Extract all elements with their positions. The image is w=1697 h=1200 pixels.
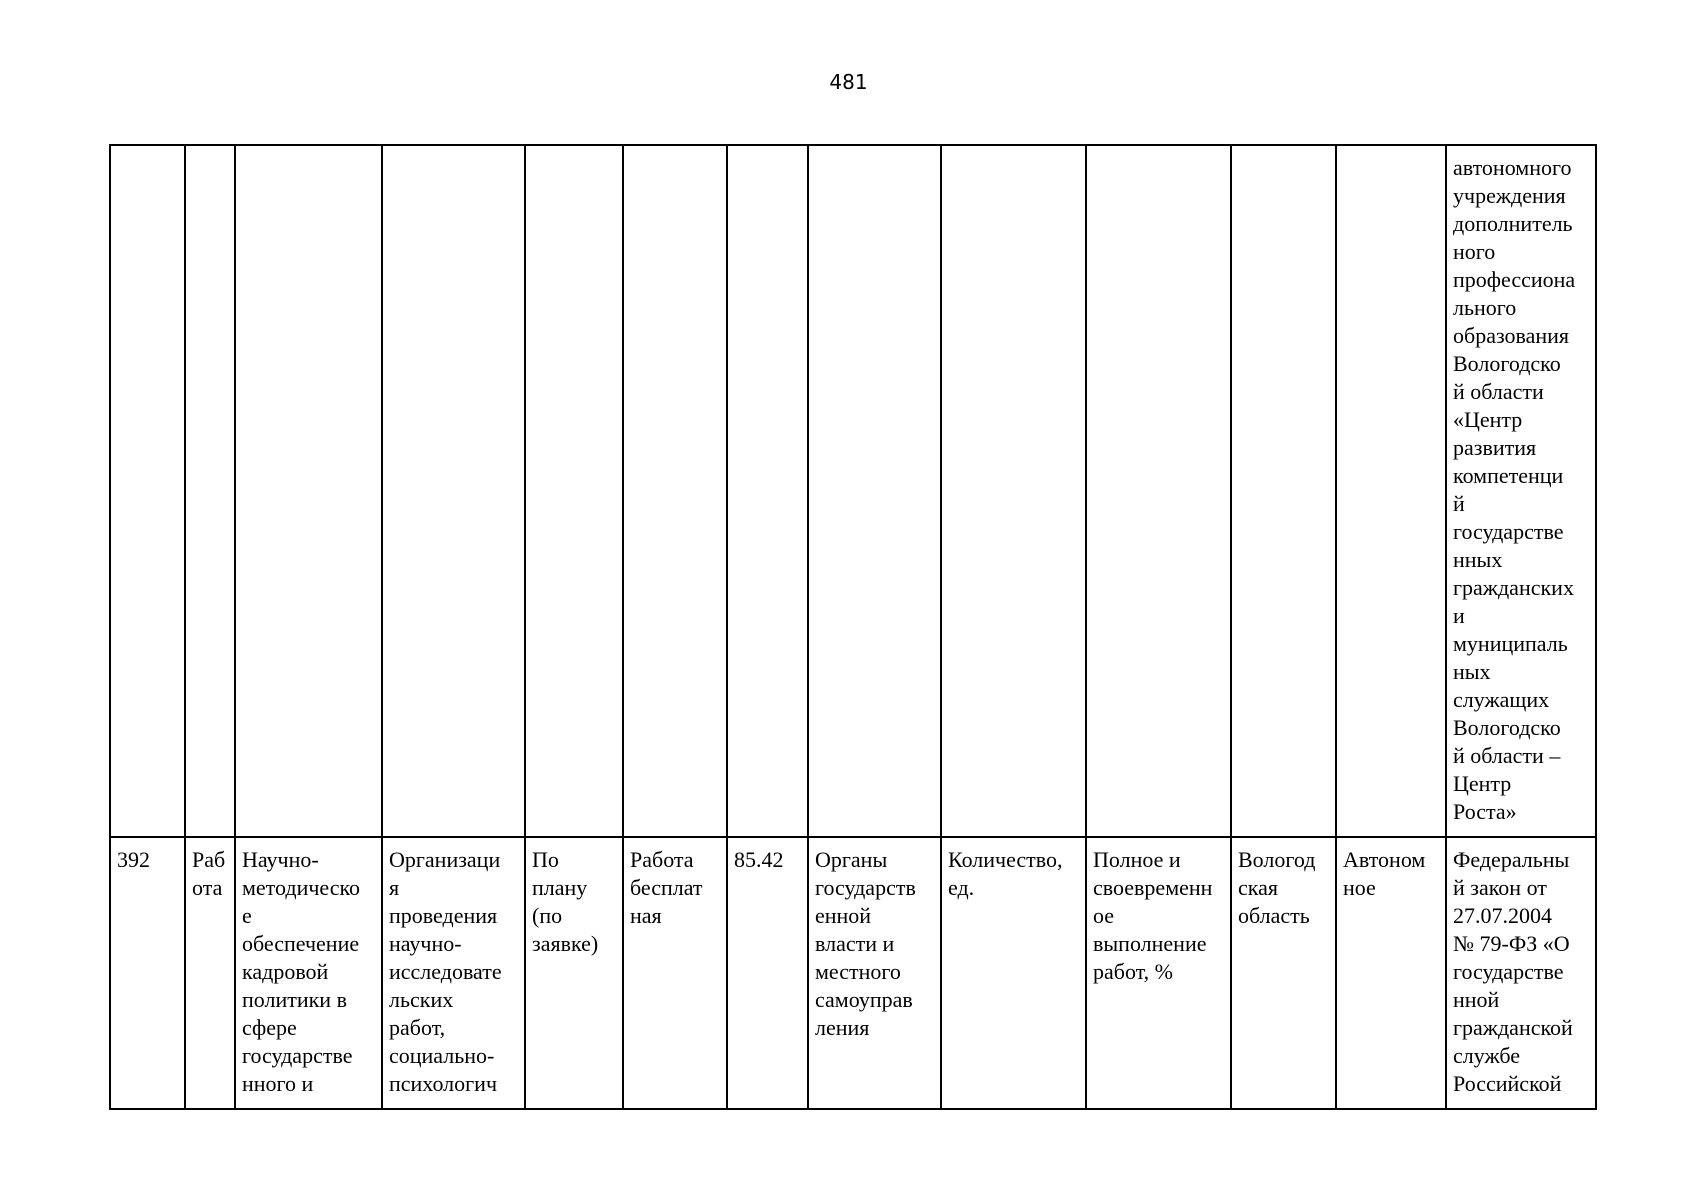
cell-okved xyxy=(727,145,808,837)
cell-volume-indicator xyxy=(941,145,1086,837)
cell-content: Организаци я проведения научно- исследовате льских работ, социально- психологич xyxy=(382,837,525,1109)
cell-institution-type: Автоном ное xyxy=(1336,837,1446,1109)
cell-number: 392 xyxy=(110,837,185,1109)
cell-okved: 85.42 xyxy=(727,837,808,1109)
cell-payment: Работа бесплат ная xyxy=(623,837,727,1109)
registry-table xyxy=(109,144,1597,1110)
page-number: 481 xyxy=(829,70,868,94)
table-row-continuation xyxy=(110,145,1596,837)
cell-region: Вологод ская область xyxy=(1231,837,1336,1109)
cell-number xyxy=(110,145,185,837)
cell-quality-indicator: Полное и своевременн ое выполнение работ, % xyxy=(1086,837,1231,1109)
cell-type: Раб ота xyxy=(185,837,235,1109)
cell-conditions xyxy=(525,145,623,837)
cell-quality-indicator xyxy=(1086,145,1231,837)
cell-conditions: По плану (по заявке) xyxy=(525,837,623,1109)
cell-consumers xyxy=(808,145,941,837)
cell-payment xyxy=(623,145,727,837)
cell-consumers: Органы государств енной власти и местного самоуправ ления xyxy=(808,837,941,1109)
cell-region xyxy=(1231,145,1336,837)
cell-name xyxy=(235,145,382,837)
cell-legal-basis: автономного учреждения дополнитель ного профессиона льного образования Вологодско й области «Центр развития компетенци й государстве нных гражданских и муниципаль ных служащих Вологодско й области – Центр Роста» xyxy=(1446,145,1596,837)
cell-content xyxy=(382,145,525,837)
cell-legal-basis: Федеральны й закон от 27.07.2004 № 79-ФЗ «О государстве нной гражданской службе Российской xyxy=(1446,837,1596,1109)
cell-volume-indicator: Количество, ед. xyxy=(941,837,1086,1109)
cell-name: Научно- методическо е обеспечение кадровой политики в сфере государстве нного и xyxy=(235,837,382,1109)
table-row-392 xyxy=(110,837,1596,1109)
cell-type xyxy=(185,145,235,837)
cell-institution-type xyxy=(1336,145,1446,837)
